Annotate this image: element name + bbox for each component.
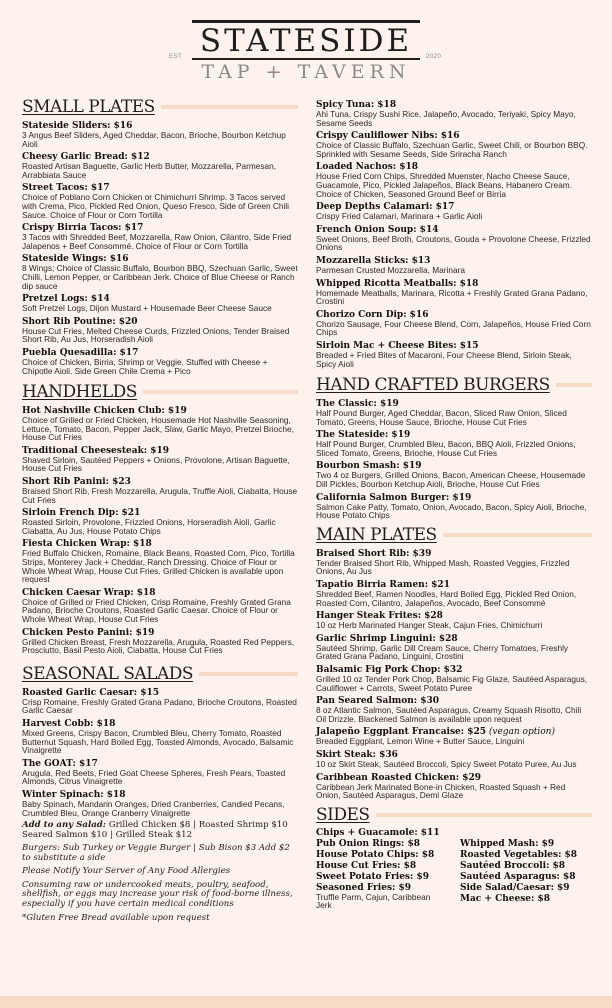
item-description: Truffle Parm, Cajun, Caribbean Jerk (316, 891, 431, 911)
item-name-text: The Classic: $19 (316, 399, 399, 410)
menu-item (316, 430, 592, 457)
section-title: HAND CRAFTED BURGERS (316, 375, 550, 396)
section-handhelds (22, 383, 298, 402)
item-name (460, 861, 592, 871)
right-column (316, 96, 592, 910)
item-name-text: Skirt Steak: $36 (316, 749, 398, 760)
menu-item (316, 696, 592, 723)
item-name-text: Spicy Tuna: $18 (316, 100, 397, 110)
menu-item (22, 254, 298, 290)
item-name-text: Whipped Ricotta Meatballs: $18 (316, 278, 479, 289)
item-description: Grilled Chicken Breast, Fresh Mozzarella, Arugula, Roasted Red Peppers, Prosciutto, Basil Pesto Aioli, Ciabatta, House Cut Fries (22, 636, 295, 656)
item-name-text: Seasoned Fries: $9 (316, 882, 411, 893)
menu-item (316, 341, 592, 368)
item-name (316, 872, 448, 882)
menu-item (316, 493, 592, 520)
left-column (22, 96, 298, 923)
menu-item (460, 883, 592, 893)
menu-item (316, 872, 448, 882)
section-title: SEASONAL SALADS (22, 663, 194, 684)
item-name-text: Sirloin French Dip: $21 (22, 508, 141, 519)
item-name-text: Short Rib Panini: $23 (22, 477, 131, 488)
item-description: Half Pound Burger, Aged Cheddar, Bacon, Sliced Raw Onion, Sliced Tomato, Greens, House Sauce, Brioche, House Cut Fries (316, 408, 567, 427)
item-name-text: The Stateside: $19 (316, 430, 411, 441)
menu-item (316, 861, 448, 871)
small-plates-list (22, 121, 298, 375)
item-description: Arugula, Red Beets, Fried Goat Cheese Spheres, Fresh Pears, Toasted Almonds, Citrus Vinaigrette (22, 767, 286, 787)
item-name-text: Mozzarella Sticks: $13 (316, 255, 431, 266)
item-description: Choice of Grilled or Fried Chicken, Housemade Hot Nashville Seasoning, Lettuce, Tomato, Bacon, Pepper Jack, Slaw, Garlic Mayo, Pretzel Brioche, House Cut Fries (22, 415, 294, 443)
item-description: Choice of Poblano Corn Chicken or Chimichurri Shrimp. 3 Tacos served with Crema, Pico, Pickled Red Onion, Queso Fresco, Side of Green Chili Sauce. Choice of Flour or Corn Tortilla (22, 192, 289, 220)
item-name (460, 894, 592, 904)
item-description: Roasted Sirloin, Provolone, Frizzled Onions, Horseradish Aioli, Garlic Ciabatta, Au Jus, House Potato Chips (22, 517, 276, 536)
item-name-text: Garlic Shrimp Linguini: $28 (316, 633, 458, 644)
item-name-text: Sweet Potato Fries: $9 (316, 871, 429, 882)
section-rule (376, 813, 592, 817)
section-title: HANDHELDS (22, 382, 137, 403)
menu-item (22, 121, 298, 148)
item-description: Crisp Romaine, Freshly Grated Grana Padano, Brioche Croutons, Roasted Garlic Caesar (22, 696, 297, 716)
brand-logo: STATESIDE (192, 20, 420, 60)
salads-list (22, 688, 298, 817)
item-name-text: Crispy Cauliflower Nibs: $16 (316, 131, 460, 142)
item-name-text: Stateside Wings: $16 (22, 254, 129, 265)
menu-item (316, 839, 448, 849)
item-name-text: Chicken Pesto Panini: $19 (22, 627, 155, 638)
section-title: MAIN PLATES (316, 524, 437, 545)
item-description: Choice of Chicken, Birria, Shrimp or Veggie. Stuffed with Cheese + Chipotle Aioli. Side Green Chile Crema + Pico (22, 356, 268, 376)
menu-item (22, 588, 298, 624)
item-name-text: Winter Spinach: $18 (22, 789, 126, 800)
burger-substitution-note: Burgers: Sub Turkey or Veggie Burger | Sub Bison $3 Add $2 to substitute a side (22, 842, 290, 863)
vegan-option-label: (vegan option) (485, 727, 555, 738)
menu-item (22, 628, 298, 655)
item-description: House Cut Fries, Melted Cheese Curds, Frizzled Onions, Tender Braised Short Rib, Au Jus, Horseradish Aioli (22, 325, 290, 345)
menu-item (316, 399, 592, 426)
item-name-text: Chips + Guacamole: $11 (316, 827, 440, 838)
item-name-text: Harvest Cobb: $18 (22, 718, 116, 729)
addon-label: Add to any Salad: (22, 820, 106, 831)
item-name-text: Traditional Cheesesteak: $19 (22, 445, 170, 456)
item-name-text: Crispy Birria Tacos: $17 (22, 223, 144, 234)
item-name-text: Mac + Cheese: $8 (460, 893, 551, 904)
menu-item (316, 634, 592, 661)
item-description: Shaved Sirloin, Sautéed Peppers + Onions, Provolone, Artisan Baguette, House Cut Fries (22, 454, 290, 474)
item-name (460, 850, 592, 860)
item-description: Grilled 10 oz Tender Pork Chop, Balsamic Fig Glaze, Sautéed Asparagus, Cauliflower + Carrots, Sweet Potato Puree (316, 674, 588, 693)
item-description: Homemade Meatballs, Marinara, Ricotta + Freshly Grated Grana Padano, Crostini (316, 287, 588, 307)
menu-item (316, 225, 592, 252)
menu-item (460, 850, 592, 860)
menu-item (316, 727, 592, 746)
menu-item (460, 894, 592, 904)
item-description: 10 oz Skirt Steak, Sautéed Broccoli, Spicy Sweet Potato Puree, Au Jus (316, 758, 577, 769)
raw-food-warning: Consuming raw or undercooked meats, poultry, seafood, shellfish, or eggs may increase your risk of food-borne illness, especially if you have certain medical conditions (22, 879, 293, 909)
menu-item (316, 310, 592, 337)
section-rule (161, 105, 298, 109)
menu-item (316, 162, 592, 198)
section-rule (443, 533, 592, 537)
item-description: Breaded Eggplant, Lemon Wine + Butter Sauce, Linguini (316, 736, 525, 747)
item-description: Roasted Artisan Baguette, Garlic Herb Butter, Mozzarella, Parmesan, Arrabbiata Sauce (22, 161, 277, 180)
item-name-text: Cheesy Garlic Bread: $12 (22, 152, 150, 163)
item-description: Half Pound Burger, Crumbled Bleu, Bacon, BBQ Aioli, Frizzled Onions, Sliced Tomato, Greens, Brioche, House Cut Fries (316, 439, 576, 458)
gluten-free-note: *Gluten Free Bread available upon request (22, 912, 210, 923)
item-name-text: Braised Short Rib: $39 (316, 548, 432, 559)
menu-item (316, 883, 448, 910)
item-name (460, 839, 592, 849)
handhelds-list (22, 406, 298, 655)
menu-item (22, 294, 298, 313)
menu-item (316, 850, 448, 860)
item-name-text: Chicken Caesar Wrap: $18 (22, 587, 156, 598)
item-name-text: The GOAT: $17 (22, 758, 98, 769)
menu-item (316, 580, 592, 607)
item-name (316, 850, 448, 860)
bottom-accent-strip (0, 996, 612, 1008)
brand-tagline: TAP + TAVERN (201, 61, 411, 83)
menu-item (22, 406, 298, 442)
est-label: EST (169, 54, 183, 60)
item-name-text: Caribbean Roasted Chicken: $29 (316, 772, 482, 783)
item-description: Braised Short Rib, Fresh Mozzarella, Arugula, Truffle Aioli, Ciabatta, House Cut Fries (22, 486, 298, 505)
item-description: Shredded Beef, Ramen Noodles, Hard Boiled Egg, Pickled Red Onion, Roasted Corn, Cilantro, Jalapeños, Avocado, Beef Consommé (316, 589, 577, 608)
item-name-text: French Onion Soup: $14 (316, 224, 439, 235)
item-description: Mixed Greens, Crispy Bacon, Crumbled Bleu, Cherry Tomato, Roasted Butternut Squash, Hard Boiled Egg, Toasted Almonds, Avocado, Balsamic Vinaigrette (22, 727, 294, 756)
item-description: Sautéed Shrimp, Garlic Dill Cream Sauce, Cherry Tomatoes, Freshly Grated Grana Padano, Linguini, Crostini (316, 642, 569, 662)
item-name-text: Sirloin Mac + Cheese Bites: $15 (316, 340, 479, 351)
menu-item (460, 861, 592, 871)
item-name-text: Balsamic Fig Pork Chop: $32 (316, 665, 463, 675)
menu-item (316, 100, 592, 127)
menu-item (316, 279, 592, 306)
item-name-text: Short Rib Poutine: $20 (22, 316, 138, 327)
item-description: 10 oz Herb Marinated Hanger Steak, Cajun Fries, Chimichurri (316, 620, 543, 631)
item-description: 8 oz Atlantic Salmon, Sautéed Asparagus, Creamy Squash Risotto, Chili Oil Drizzle. Blackened Salmon is available upon request (316, 705, 582, 724)
item-name-text: Jalapeño Eggplant Francaise: $25 (316, 727, 486, 738)
item-description: Fried Buffalo Chicken, Romaine, Black Beans, Roasted Corn, Pico, Tortilla Strips, Monterey Jack + Cheddar, Ranch Dressing. Choice of Flour or Whole Wheat Wrap, House Cut Fries. Grilled Chicken is available upon request (22, 548, 295, 585)
item-description: Parmesan Crusted Mozzarella, Marinara (316, 264, 465, 275)
burgers-list (316, 399, 592, 520)
sides-column-left (316, 827, 448, 910)
item-name (460, 883, 592, 893)
small-plates-continued-list (316, 100, 592, 368)
item-name-text: Bourbon Smash: $19 (316, 461, 422, 472)
item-name-text: Pretzel Logs: $14 (22, 294, 110, 305)
section-title: SIDES (316, 804, 370, 825)
section-sides (316, 806, 592, 825)
item-name-text: Tapatio Birria Ramen: $21 (316, 580, 450, 591)
item-name-text: Sautéed Asparagus: $8 (460, 871, 576, 882)
item-name-text: Fiesta Chicken Wrap: $18 (22, 539, 152, 550)
section-title: SMALL PLATES (22, 97, 155, 117)
menu-item (22, 477, 298, 504)
section-rule (199, 672, 298, 676)
item-name (460, 872, 592, 882)
item-description: Ahi Tuna, Crispy Sushi Rice, Jalapeño, Avocado, Teriyaki, Spicy Mayo, Sesame Seeds (316, 109, 576, 128)
item-description: Choice of Grilled or Fried Chicken, Crisp Romaine, Freshly Grated Grana Padano, Brioche Croutons, Roasted Garlic Caesar. Choice of Flour or Whole Wheat Wrap, House Cut Fries (22, 596, 291, 624)
item-description: House Fried Corn Chips, Shredded Muenster, Nacho Cheese Sauce, Guacamole, Pico, Pickled Jalapeños, Black Beans, Habanero Cream. Choice of Chicken, Seasoned Ground Beef or Birria (316, 171, 572, 199)
item-name-text: House Cut Fries: $8 (316, 860, 417, 871)
menu-item (22, 759, 298, 786)
item-name-text: Side Salad/Caesar: $9 (460, 882, 570, 893)
menu-item (22, 348, 298, 375)
menu-item (316, 773, 592, 800)
item-name-text: Street Tacos: $17 (22, 183, 110, 194)
item-name-text: Pan Seared Salmon: $30 (316, 696, 440, 707)
item-name (316, 828, 448, 838)
sides-column-right (448, 838, 592, 910)
item-name-text: Hanger Steak Frites: $28 (316, 611, 443, 622)
item-description: 3 Tacos with Shredded Beef, Mozzarella, Raw Onion, Cilantro, Side Fried Jalapenos + Beef Consommé. Choice of Flour or Corn Tortilla (22, 232, 292, 251)
menu-item (460, 839, 592, 849)
allergy-note: Please Notify Your Server of Any Food Allergies (22, 866, 231, 877)
item-name-text: Whipped Mash: $9 (460, 838, 555, 849)
menu-item (316, 611, 592, 630)
addon-text: Grilled Chicken $8 | Roasted Shrimp $10 Seared Salmon $10 | Grilled Steak $12 (22, 820, 288, 840)
menu-item (22, 688, 298, 715)
section-small-plates (22, 98, 298, 117)
item-name-text: Hot Nashville Chicken Club: $19 (22, 406, 187, 417)
item-name-text: Puebla Quesadilla: $17 (22, 347, 139, 358)
item-description: 3 Angus Beef Sliders, Aged Cheddar, Bacon, Brioche, Bourbon Ketchup Aioli (22, 130, 286, 149)
year-label: 2020 (426, 54, 442, 60)
menu-item (22, 539, 298, 583)
menu-item (22, 719, 298, 755)
item-name-text: Roasted Garlic Caesar: $15 (22, 687, 160, 698)
section-burgers (316, 376, 592, 395)
item-name-text: Deep Depths Calamari: $17 (316, 202, 455, 213)
main-plates-list (316, 549, 592, 800)
item-description: Breaded + Fried Bites of Macaroni, Four Cheese Blend, Sirloin Steak, Spicy Aioli (316, 349, 572, 369)
menu-item (316, 461, 592, 488)
menu-item (22, 317, 298, 344)
item-name-text: Roasted Vegetables: $8 (460, 849, 578, 860)
item-name (316, 861, 448, 871)
item-description: Chorizo Sausage, Four Cheese Blend, Corn, Jalapeños, House Fried Corn Chips (316, 318, 591, 338)
menu-item (316, 131, 592, 158)
menu-item (316, 549, 592, 576)
item-name (316, 839, 448, 849)
section-rule (143, 390, 298, 394)
menu-item (316, 202, 592, 221)
item-name-text: Sautéed Broccoli: $8 (460, 860, 566, 871)
item-description: Crispy Fried Calamari, Marinara + Garlic Aioli (316, 211, 483, 222)
menu-item (316, 665, 592, 692)
item-name-text: California Salmon Burger: $19 (316, 492, 472, 503)
item-description: Soft Pretzel Logs, Dijon Mustard + Housemade Beer Cheese Sauce (22, 303, 272, 314)
menu-item (460, 872, 592, 882)
item-name-text: Loaded Nachos: $18 (316, 162, 419, 173)
salad-addon (22, 821, 298, 840)
menu-item (22, 790, 298, 817)
item-description: Two 4 oz Burgers, Grilled Onions, Bacon, American Cheese, Housemade Dill Pickles, Bourbon Ketchup Aioli, Brioche, House Cut Fries (316, 470, 586, 490)
item-name-text: Chorizo Corn Dip: $16 (316, 309, 429, 320)
item-description: Sweet Onions, Beef Broth, Croutons, Gouda + Provolone Cheese, Frizzled Onions (316, 233, 591, 253)
item-description: Tender Braised Short Rib, Whipped Mash, Roasted Veggies, Frizzled Onions, Au Jus (316, 557, 570, 577)
menu-item (316, 828, 448, 838)
item-description: Caribbean Jerk Marinated Bone-in Chicken, Roasted Squash + Red Onion, Sautéed Asparagus, Demi Glaze (316, 781, 566, 801)
section-main-plates (316, 526, 592, 545)
item-name-text: Pub Onion Rings: $8 (316, 838, 421, 849)
menu-item (22, 446, 298, 473)
item-description: Baby Spinach, Mandarin Oranges, Dried Cranberries, Candied Pecans, Crumbled Bleu, Orange Cranberry Vinaigrette (22, 798, 285, 818)
menu-header (0, 18, 612, 90)
item-description: 8 Wings; Choice of Classic Buffalo, Bourbon BBQ, Szechuan Garlic, Sweet Chilli, Lemon Pepper, or Caribbean Jerk. Choice of Blue Cheese or Ranch dip sauce (22, 263, 298, 291)
menu-item (22, 223, 298, 250)
item-description: Salmon Cake Patty, Tomato, Onion, Avocado, Bacon, Spicy Aioli, Brioche, House Potato Chips (316, 501, 587, 521)
section-seasonal-salads (22, 665, 298, 684)
menu-item (316, 256, 592, 275)
menu-item (22, 152, 298, 179)
section-rule (556, 383, 592, 387)
menu-item (316, 750, 592, 769)
sides-grid (316, 827, 592, 910)
item-description: Choice of Classic Buffalo, Szechuan Garlic, Sweet Chili, or Bourbon BBQ. Sprinkled with Sesame Seeds, Side Sriracha Ranch (316, 140, 588, 159)
item-name-text: Stateside Sliders: $16 (22, 121, 133, 131)
menu-item (22, 508, 298, 535)
menu-item (22, 183, 298, 219)
item-name-text: House Potato Chips: $8 (316, 849, 435, 860)
